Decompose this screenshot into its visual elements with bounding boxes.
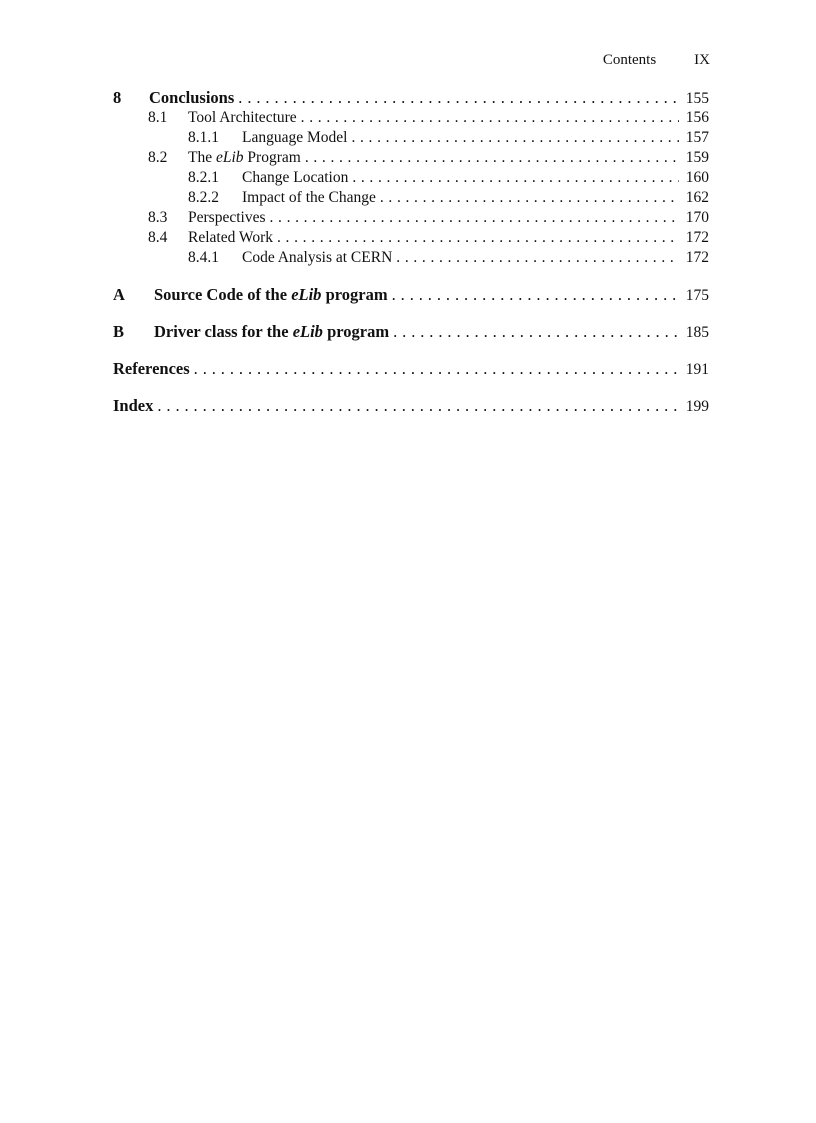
dot-leader xyxy=(194,359,679,379)
toc-entry-title: Index xyxy=(113,396,154,415)
title-suffix: program xyxy=(321,285,388,304)
dot-leader xyxy=(301,108,679,128)
dot-leader xyxy=(351,128,679,148)
dot-leader xyxy=(277,228,679,248)
toc-entry-title: References xyxy=(113,359,190,378)
dot-leader xyxy=(269,208,679,228)
toc-entry-references[interactable] xyxy=(113,359,709,379)
title-suffix: Program xyxy=(243,149,301,166)
toc-entry-page: 155 xyxy=(685,90,709,107)
toc-entry-number: 8.2 xyxy=(148,149,168,166)
toc-entry-title: Conclusions xyxy=(149,88,235,107)
running-title: Contents xyxy=(602,52,657,68)
toc-entry-page: 172 xyxy=(685,229,709,246)
toc-entry-page: 156 xyxy=(685,109,709,126)
toc-entry-title: Tool Architecture xyxy=(188,109,297,126)
toc-entry-number: B xyxy=(113,322,125,341)
toc-entry-number: 8.4.1 xyxy=(188,249,219,266)
toc-entry-page: 162 xyxy=(685,189,709,206)
dot-leader xyxy=(380,188,679,208)
dot-leader xyxy=(352,168,679,188)
toc-entry-title: Code Analysis at CERN xyxy=(242,249,393,266)
title-suffix: program xyxy=(322,322,390,341)
dot-leader xyxy=(392,285,679,305)
toc-entry-section-8-2[interactable] xyxy=(113,148,709,168)
title-emphasis: eLib xyxy=(215,149,244,166)
toc-entry-title: Impact of the Change xyxy=(242,189,376,206)
running-header xyxy=(560,52,710,69)
toc-entry-page: 185 xyxy=(685,324,709,341)
toc-entry-section-8-3[interactable] xyxy=(113,208,709,228)
toc-entry-title: Language Model xyxy=(242,129,348,146)
toc-entry-number: 8.3 xyxy=(148,209,168,226)
dot-leader xyxy=(157,396,679,416)
toc-entry-number: 8.2.2 xyxy=(188,189,219,206)
title-emphasis: eLib xyxy=(291,285,322,304)
toc-entry-page: 170 xyxy=(685,209,709,226)
toc-entry-number: 8.1 xyxy=(148,109,168,126)
table-of-contents xyxy=(113,88,709,416)
toc-entry-chapter-8[interactable] xyxy=(113,88,709,108)
toc-entry-subsection-8-2-2[interactable] xyxy=(113,188,709,208)
toc-entry-title: Related Work xyxy=(188,229,273,246)
toc-entry-number: 8 xyxy=(113,88,122,107)
toc-entry-page: 160 xyxy=(685,169,709,186)
toc-entry-title xyxy=(154,322,389,342)
toc-entry-index[interactable] xyxy=(113,396,709,416)
dot-leader xyxy=(305,148,679,168)
toc-entry-section-8-1[interactable] xyxy=(113,108,709,128)
toc-entry-page: 157 xyxy=(685,129,709,146)
toc-entry-appendix-b[interactable] xyxy=(113,322,709,342)
toc-entry-page: 172 xyxy=(685,249,709,266)
toc-entry-page: 199 xyxy=(685,398,709,415)
title-emphasis: eLib xyxy=(292,322,323,341)
dot-leader xyxy=(238,88,679,108)
toc-entry-page: 175 xyxy=(685,287,709,304)
title-prefix: Driver class for the xyxy=(154,322,293,341)
toc-entry-section-8-4[interactable] xyxy=(113,228,709,248)
toc-entry-subsection-8-2-1[interactable] xyxy=(113,168,709,188)
page-number: IX xyxy=(694,52,710,68)
toc-entry-appendix-a[interactable] xyxy=(113,285,709,305)
title-prefix: Source Code of the xyxy=(154,285,292,304)
dot-leader xyxy=(396,248,679,268)
toc-entry-title: Perspectives xyxy=(188,209,266,226)
toc-entry-page: 159 xyxy=(685,149,709,166)
dot-leader xyxy=(393,322,679,342)
toc-entry-subsection-8-4-1[interactable] xyxy=(113,248,709,268)
toc-entry-number: 8.4 xyxy=(148,229,168,246)
toc-entry-number: A xyxy=(113,285,125,304)
toc-entry-subsection-8-1-1[interactable] xyxy=(113,128,709,148)
toc-entry-title xyxy=(154,285,388,305)
toc-entry-page: 191 xyxy=(685,361,709,378)
title-prefix: The xyxy=(188,149,216,166)
toc-entry-number: 8.2.1 xyxy=(188,169,219,186)
toc-entry-title xyxy=(188,148,301,168)
toc-entry-title: Change Location xyxy=(242,169,349,186)
toc-entry-number: 8.1.1 xyxy=(188,129,219,146)
